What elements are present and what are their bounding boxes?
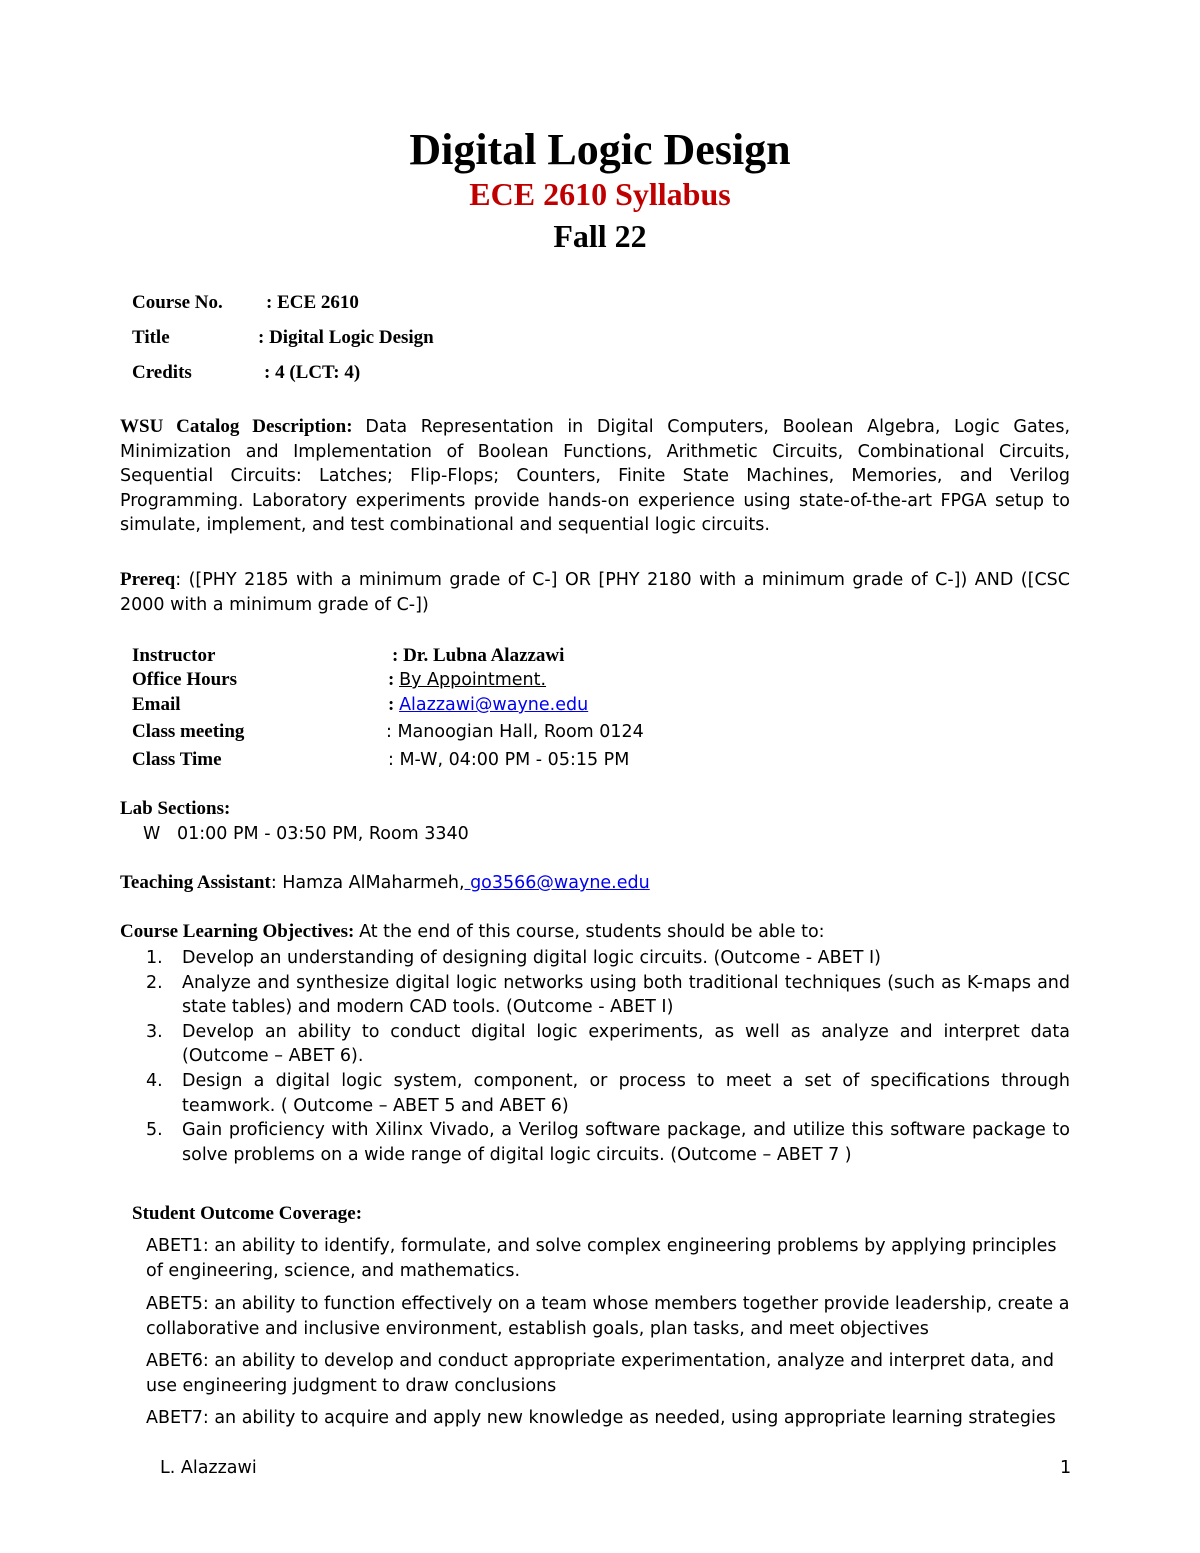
objectives-label: Course Learning Objectives: (120, 921, 355, 942)
objective-text: Gain proficiency with Xilinx Vivado, a Verilog software package, and utilize this software package to solve problems on a wide range of digital logic circuits. (Outcome – ABET 7 ) (182, 1120, 1070, 1165)
outcome-abet6: ABET6: an ability to develop and conduct appropriate experimentation, analyze and interpret data, and use engineering judgment to draw conclusions (146, 1351, 1054, 1396)
lab-sections-label: Lab Sections: (120, 798, 231, 819)
objective-number: 5. (146, 1120, 163, 1141)
outcome-abet1: ABET1: an ability to identify, formulate, and solve complex engineering problems by applying principles of engineering, science, and mathematics. (146, 1236, 1057, 1281)
instructor-label: Instructor (132, 645, 216, 666)
office-hours-colon: : (388, 669, 400, 690)
email-value (388, 693, 588, 717)
objective-text: Analyze and synthesize digital logic networks using both traditional techniques (such as K-maps and state tables) and modern CAD tools. (Outcome - ABET I) (182, 972, 1070, 1018)
prereq-label: Prereq (120, 569, 176, 590)
objective-item (120, 1118, 1070, 1167)
objective-number: 2. (146, 972, 163, 993)
footer-page-number: 1 (1060, 1458, 1072, 1478)
email-label: Email (132, 694, 181, 715)
document-subtitle: ECE 2610 Syllabus (469, 176, 731, 212)
title-label: Title (132, 327, 170, 348)
ta-name: : Hamza AlMaharmeh, (270, 873, 465, 893)
catalog-text: Data Representation in Digital Computers, Boolean Algebra, Logic Gates, Minimization and Implementation of Boolean Functions, Arithmetic Circuits, Combinational Circuits, Sequential Circuits: Latches; Flip-Flops; Counters, Finite State Machines, Memories, and Verilog Programming. Laboratory experiments provide hands-on experience using state-of-the-art FPGA setup to simulate, implement, and test combinational and sequential logic circuits. (120, 417, 1071, 536)
prereq (120, 568, 1070, 617)
footer-author: L. Alazzawi (160, 1458, 257, 1478)
office-hours-text: By Appointment. (399, 670, 547, 690)
lab-sections-value: W 01:00 PM - 03:50 PM, Room 3340 (143, 824, 469, 844)
term-label: Fall 22 (553, 218, 647, 254)
office-hours-value (388, 668, 546, 692)
outcomes-label: Student Outcome Coverage: (132, 1203, 363, 1224)
objectives-list (120, 946, 1070, 1167)
class-time-label: Class Time (132, 749, 222, 770)
objective-item (120, 946, 1070, 971)
objectives-intro: At the end of this course, students should be able to: (359, 922, 825, 942)
office-hours-label: Office Hours (132, 669, 238, 690)
email-colon: : (388, 694, 400, 715)
instructor-email-link[interactable]: Alazzawi@wayne.edu (399, 695, 589, 715)
objective-text: Design a digital logic system, component, or process to meet a set of specifications through teamwork. ( Outcome – ABET 5 and ABET 6) (182, 1070, 1070, 1116)
objectives-header (120, 920, 825, 944)
credits-value: : 4 (LCT: 4) (264, 362, 361, 383)
course-no-value: : ECE 2610 (266, 292, 359, 313)
outcome-abet7: ABET7: an ability to acquire and apply new knowledge as needed, using appropriate learning strategies (146, 1408, 1056, 1428)
objective-number: 1. (146, 948, 163, 968)
instructor-value: : Dr. Lubna Alazzawi (392, 645, 565, 666)
objective-item (120, 971, 1070, 1020)
outcome-abet5: ABET5: an ability to function effectively on a team whose members together provide leadership, create a collaborative and inclusive environment, establish goals, plan tasks, and meet objectives (146, 1294, 1070, 1339)
ta-email-link[interactable]: go3566@wayne.edu (464, 873, 650, 893)
course-no-label: Course No. (132, 292, 223, 313)
class-time-value: : M-W, 04:00 PM - 05:15 PM (388, 750, 630, 770)
credits-label: Credits (132, 362, 192, 383)
objective-item (120, 1020, 1070, 1069)
prereq-text: : ([PHY 2185 with a minimum grade of C-] OR [PHY 2180 with a minimum grade of C-]) AND ([CSC 2000 with a minimum grade of C-]) (120, 570, 1070, 615)
objective-text: Develop an understanding of designing digital logic circuits. (Outcome - ABET I) (182, 948, 881, 968)
objective-text: Develop an ability to conduct digital logic experiments, as well as analyze and interpret data (Outcome – ABET 6). (182, 1021, 1070, 1067)
objective-number: 3. (146, 1021, 163, 1042)
catalog-description (120, 415, 1070, 538)
objective-number: 4. (146, 1070, 163, 1091)
teaching-assistant (120, 871, 650, 895)
document-title: Digital Logic Design (409, 125, 791, 174)
objective-item (120, 1069, 1070, 1118)
catalog-label: WSU Catalog Description: (120, 416, 353, 437)
ta-label: Teaching Assistant (120, 872, 271, 893)
title-value: : Digital Logic Design (258, 327, 434, 348)
class-meeting-value: : Manoogian Hall, Room 0124 (386, 722, 644, 742)
class-meeting-label: Class meeting (132, 721, 245, 742)
